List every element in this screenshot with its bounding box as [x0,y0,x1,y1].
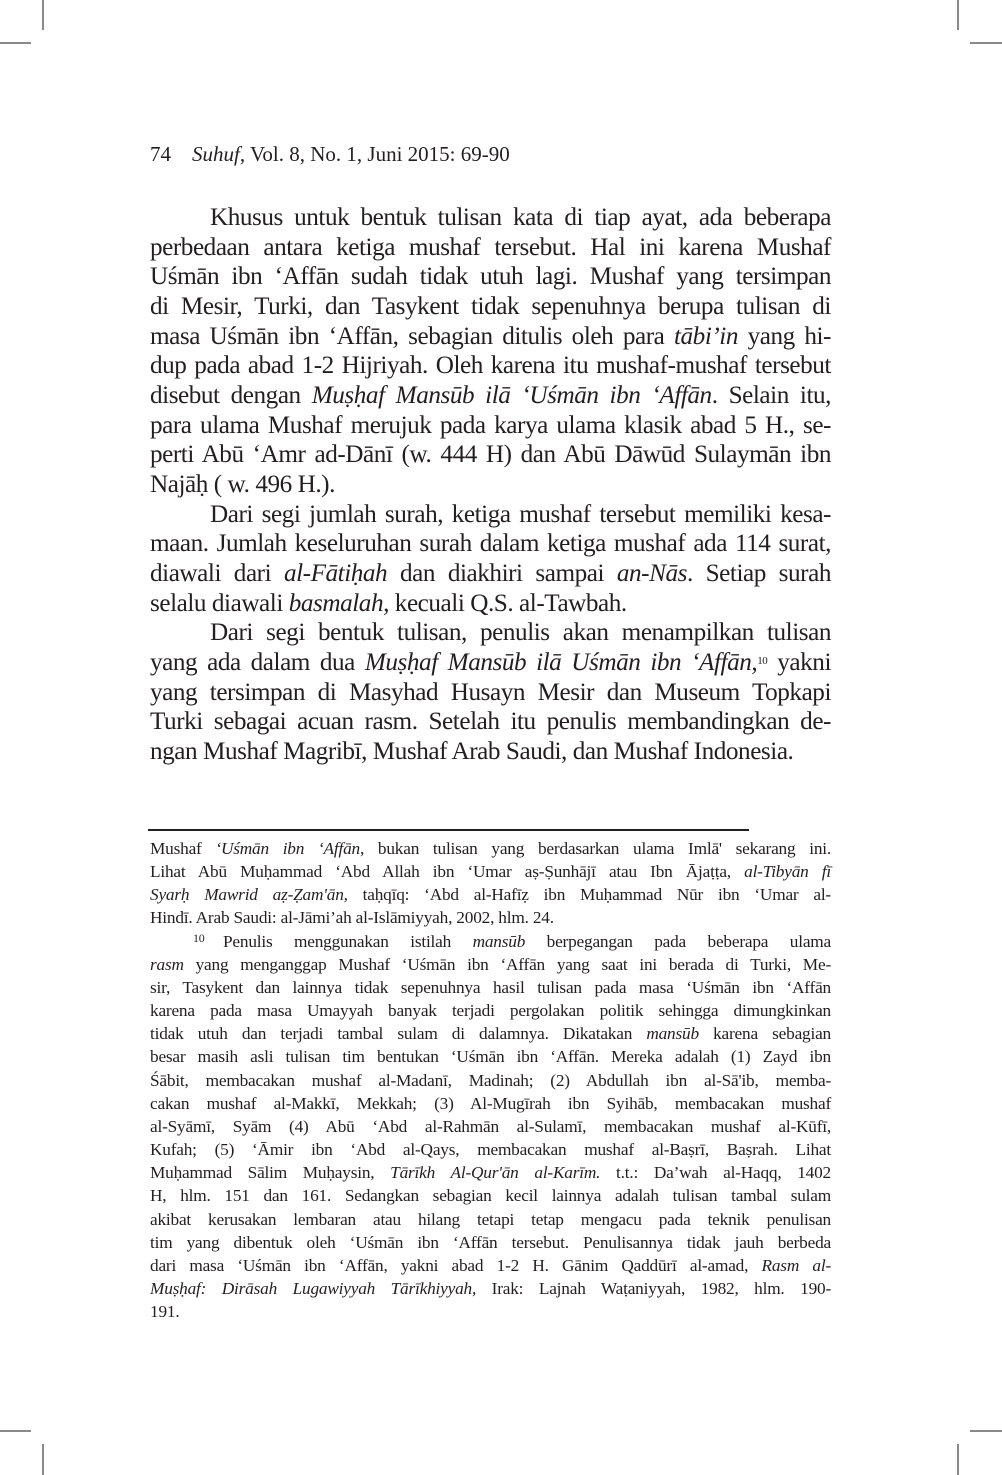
footnote-continued [150,837,831,930]
text-run: ngan Mushaf Magribī, Mushaf Arab Saudi, dan Mushaf Indonesia. [150,737,794,765]
footnotes [150,837,831,1323]
text-run: Uśmān ibn ‘Affān sudah tidak utuh lagi. Mushaf yang tersimpan [150,263,831,291]
text-line [150,737,831,767]
text-run: taḥqīq: ‘Abd al-Hafīẓ ibn Muḥammad Nūr ibn ‘Umar al- [347,885,831,905]
footnote-line [150,1277,831,1300]
footnote-line [150,999,831,1022]
text-run: para ulama Mushaf merujuk pada karya ulama klasik abad 5 H., se- [150,411,831,439]
text-run: disebut dengan [150,381,312,409]
italic-term: an-Nās [616,559,687,587]
footnote-line [150,860,831,883]
footnote-line [150,1115,831,1138]
text-run: Hindī. Arab Saudi: al-Jāmi’ah al-Islāmiyyah, 2002, hlm. 24. [150,908,554,928]
text-line [150,678,831,708]
footnote-line [150,837,831,860]
running-header [150,141,510,167]
text-line [150,411,831,441]
text-run: 191. [150,1302,180,1322]
text-run: selalu diawali [150,589,289,617]
footnote-line [150,883,831,906]
text-line [150,618,831,648]
italic-title: Muṣḥaf Mansūb ilā Uśmān ibn ‘Affān, [364,648,758,676]
text-run: al-Syāmī, Syām (4) Abū ‘Abd al-Rahmān al-Sulamī, membacakan mushaf al-Kūfī, [150,1116,831,1136]
footnote-separator [148,829,749,831]
text-run: Lihat Abū Muḥammad ‘Abd Allah ibn ‘Umar aṣ-Ṣunhājī atau Ibn Ājaṭṭa, [150,862,745,882]
text-run: dup pada abad 1-2 Hijriyah. Oleh karena itu mushaf-mushaf tersebut [150,352,831,380]
text-line [150,262,831,292]
text-run: yang ada dalam dua [150,648,365,676]
text-line [150,648,831,678]
text-run: tidak utuh dan terjadi tambal sulam di dalamnya. Dikatakan [150,1024,647,1044]
footnote-line [150,1300,831,1323]
footnote-line [150,1092,831,1115]
text-line [150,322,831,352]
text-run: sir, Tasykent dan lainnya tidak sepenuhnya hasil tulisan pada masa ‘Uśmān ibn ‘Affān [150,977,831,997]
text-run: Dari segi bentuk tulisan, penulis akan menampilkan tulisan [210,619,831,647]
text-run: maan. Jumlah keseluruhan surah dalam ketiga mushaf ada 114 surat, [150,530,831,558]
text-run: perti Abū ‘Amr ad-Dānī (w. 444 H) dan Abū Dāwūd Sulaymān ibn [150,441,831,469]
text-line [150,292,831,322]
italic-title: Tārīkh Al-Qur'ān al-Karīm. [390,1163,601,1183]
footnote-line [150,1045,831,1068]
footnote-line [150,1069,831,1092]
text-run: di Mesir, Turki, dan Tasykent tidak sepenuhnya berupa tulisan di [150,292,831,320]
footnote-line [150,1184,831,1207]
text-run: tim yang dibentuk oleh ‘Uśmān ibn ‘Affān tersebut. Penulisannya tidak jauh berbeda [150,1232,831,1252]
text-run: . Setiap surah [686,559,831,587]
text-run: t.t.: Da’wah al-Haqq, 1402 [600,1163,831,1183]
crop-mark-bottom-left-vertical [42,1444,44,1475]
journal-citation: , Vol. 8, No. 1, Juni 2015: 69-90 [239,142,510,166]
text-line [150,233,831,263]
text-run: dari masa ‘Uśmān ibn ‘Affān, yakni abad 1-2 H. Gānim Qaddūrī al-amad, [150,1255,762,1275]
text-line [150,351,831,381]
italic-term: al-Fātiḥah [283,559,388,587]
text-run: Mushaf [150,839,216,858]
text-run: yang hi- [738,322,831,350]
text-line [150,440,831,470]
text-run: kecuali Q.S. al-Tawbah. [388,589,627,617]
crop-mark-top-right-horizontal [970,42,1002,44]
text-line [150,470,831,500]
paragraph-2 [150,500,831,619]
italic-title: al-Tibyān fī [744,862,831,882]
text-run: dan diakhiri sampai [387,559,617,587]
italic-term: mansūb [472,931,526,951]
text-run: yang tersimpan di Masyhad Husayn Mesir dan Museum Topkapi [150,678,831,706]
crop-mark-bottom-right-horizontal [970,1430,1002,1432]
text-run: berpegangan pada beberapa ulama [525,931,831,951]
text-run: cakan mushaf al-Makkī, Mekkah; (3) Al-Mugīrah ibn Syihāb, membacakan mushaf [150,1093,831,1113]
paragraph-3 [150,618,831,766]
footnote-line [150,1254,831,1277]
italic-term: basmalah, [288,589,389,617]
text-run: masa Uśmān ibn ‘Affān, sebagian ditulis oleh para [150,322,674,350]
italic-title: Syarḥ Mawrid aẓ-Ẓam'ān, [150,885,348,905]
text-run: Muḥammad Sālim Muḥaysin, [150,1163,391,1183]
text-run: karena sebagian [698,1024,831,1044]
page-number: 74 [150,142,171,166]
italic-term: rasm [150,954,184,974]
footnote-line [150,906,831,929]
text-line [150,381,831,411]
journal-name: Suhuf [192,142,240,166]
footnote-line: 10 Penulis menggunakan istilah mansūb berpegangan pada beberapa ulama [193,930,831,951]
text-run: Najāḥ ( w. 496 H.). [150,470,335,498]
text-run: . Selain itu, [711,381,831,409]
text-run: Śābit, membacakan mushaf al-Madanī, Madinah; (2) Abdullah ibn al-Sā'ib, memba- [150,1070,831,1090]
text-run: besar masih asli tulisan tim bentukan ‘Uśmān ibn ‘Affān. Mereka adalah (1) Zayd ibn [150,1047,831,1067]
text-run: H, hlm. 151 dan 161. Sedangkan sebagian kecil lainnya adalah tulisan tambal sulam [150,1186,831,1206]
text-run: Irak: Lajnah Waṭaniyyah, 1982, hlm. 190- [476,1278,831,1298]
text-run: diawali dari [150,559,284,587]
text-run: yakni [767,648,831,676]
italic-title: ‘Uśmān ibn ‘Affān [215,839,360,858]
text-run: karena pada masa Umayyah banyak terjadi pergolakan politik sehingga dimungkinkan [150,1001,831,1021]
text-line [150,203,831,233]
footnote-line [150,1138,831,1161]
text-line [150,529,831,559]
footnote-line [150,1022,831,1045]
crop-mark-top-left-horizontal [0,42,31,44]
text-run: yang menganggap Mushaf ‘Uśmān ibn ‘Affān yang saat ini berada di Turki, Me- [183,954,831,974]
crop-mark-bottom-right-vertical [957,1444,959,1475]
footnote-line [150,1208,831,1231]
italic-term: tābi’in [673,322,738,350]
text-line [150,707,831,737]
italic-title: Rasm al- [761,1255,831,1275]
crop-mark-top-left-vertical [42,0,44,30]
italic-title: Muṣḥaf Mansūb ilā ‘Uśmān ibn ‘Affān [311,381,712,409]
text-run: perbedaan antara ketiga mushaf tersebut. Hal ini karena Mushaf [150,233,831,261]
footnote-line [150,976,831,999]
text-run: akibat kerusakan lembaran atau hilang tetapi tetap mengacu pada teknik penulisan [150,1209,831,1229]
crop-mark-top-right-vertical [957,0,959,30]
italic-term: mansūb [646,1024,699,1044]
text-run: Khusus untuk bentuk tulisan kata di tiap ayat, ada beberapa [210,204,831,231]
text-run: Penulis menggunakan istilah [223,931,473,951]
text-run: , bukan tulisan yang berdasarkan ulama Imlā' sekarang ini. [359,839,831,858]
text-line [150,589,831,619]
body-text [150,203,831,766]
crop-mark-bottom-left-horizontal [0,1430,31,1432]
footnote-line [150,953,831,976]
text-run: Dari segi jumlah surah, ketiga mushaf tersebut memiliki kesa- [210,500,831,528]
footnote-ref-10[interactable]: 10 [757,654,768,667]
text-run: Kufah; (5) ‘Āmir ibn ‘Abd al-Qays, membacakan mushaf al-Baṣrī, Baṣrah. Lihat [150,1140,831,1160]
text-run: Turki sebagai acuan rasm. Setelah itu penulis membandingkan de- [150,708,831,736]
text-line [150,500,831,530]
footnote-line [150,1231,831,1254]
paragraph-1 [150,203,831,500]
text-line [150,559,831,589]
footnote-line [150,1161,831,1184]
italic-title: Muṣḥaf: Dirāsah Lugawiyyah Tārīkhiyyah, [150,1278,477,1298]
footnote-10 [150,930,831,1324]
